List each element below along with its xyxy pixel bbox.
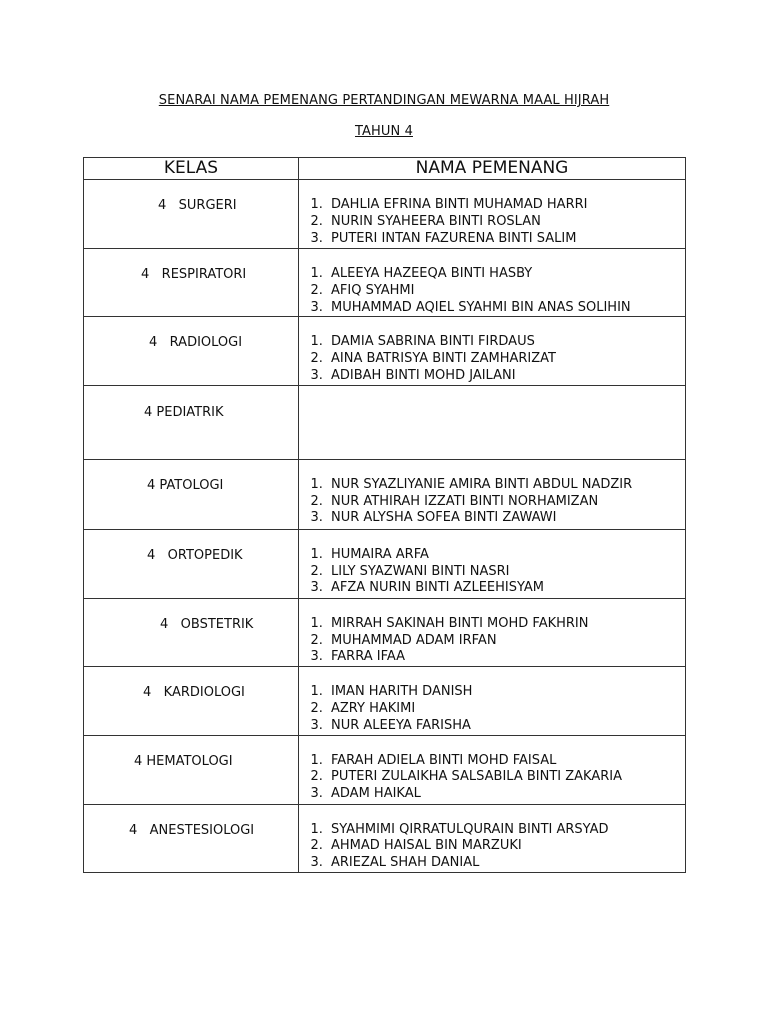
kelas-cell xyxy=(84,385,299,459)
table-row xyxy=(84,598,686,666)
winner-name: 2. NUR ATHIRAH IZZATI BINTI NORHAMIZAN xyxy=(327,494,685,511)
kelas-label: 4 ORTOPEDIK xyxy=(147,547,243,563)
winner-list xyxy=(299,616,685,666)
table-row xyxy=(84,249,686,317)
kelas-cell xyxy=(84,317,299,385)
kelas-cell xyxy=(84,529,299,598)
kelas-cell xyxy=(84,598,299,666)
winner-name: 2. PUTERI ZULAIKHA SALSABILA BINTI ZAKARIA xyxy=(327,769,685,786)
winner-name: 1. HUMAIRA ARFA xyxy=(327,547,685,564)
table-header-row xyxy=(84,158,686,180)
winner-name: 2. MUHAMMAD ADAM IRFAN xyxy=(327,633,685,650)
winner-name: 2. NURIN SYAHEERA BINTI ROSLAN xyxy=(327,214,685,231)
winner-name: 2. AZRY HAKIMI xyxy=(327,701,685,718)
kelas-cell xyxy=(84,459,299,529)
winner-list xyxy=(299,266,685,316)
winner-name: 1. FARAH ADIELA BINTI MOHD FAISAL xyxy=(327,753,685,770)
header-kelas: KELAS xyxy=(84,158,299,180)
table-row xyxy=(84,385,686,459)
winners-cell xyxy=(299,385,686,459)
winner-name: 1. DAMIA SABRINA BINTI FIRDAUS xyxy=(327,334,685,351)
winner-name: 1. MIRRAH SAKINAH BINTI MOHD FAKHRIN xyxy=(327,616,685,633)
kelas-label: 4 RADIOLOGI xyxy=(149,335,243,351)
winner-name: 3. PUTERI INTAN FAZURENA BINTI SALIM xyxy=(327,231,685,248)
kelas-label: 4 RESPIRATORI xyxy=(141,267,247,282)
table-row xyxy=(84,317,686,385)
winner-name: 2. AINA BATRISYA BINTI ZAMHARIZAT xyxy=(327,351,685,368)
winners-cell xyxy=(299,667,686,735)
winner-list xyxy=(299,334,685,384)
document-subtitle: TAHUN 4 xyxy=(355,124,413,139)
kelas-label: 4 SURGERI xyxy=(158,198,237,213)
winner-list xyxy=(299,477,685,527)
kelas-label: 4 OBSTETRIK xyxy=(160,616,254,632)
kelas-cell xyxy=(84,667,299,735)
winner-name: 3. ADIBAH BINTI MOHD JAILANI xyxy=(327,368,685,385)
table-row xyxy=(84,804,686,872)
winner-name: 3. NUR ALEEYA FARISHA xyxy=(327,718,685,735)
table-row xyxy=(84,180,686,249)
winner-name: 3. ARIEZAL SHAH DANIAL xyxy=(327,855,685,872)
winners-cell xyxy=(299,804,686,872)
winners-cell xyxy=(299,735,686,804)
winners-cell xyxy=(299,180,686,249)
table-row xyxy=(84,667,686,735)
kelas-label: 4 PEDIATRIK xyxy=(144,404,224,420)
kelas-cell xyxy=(84,804,299,872)
kelas-label: 4 PATOLOGI xyxy=(147,477,224,493)
winner-name: 1. IMAN HARITH DANISH xyxy=(327,684,685,701)
winner-list xyxy=(299,197,685,247)
winner-name: 1. NUR SYAZLIYANIE AMIRA BINTI ABDUL NADZIR xyxy=(327,477,685,494)
winner-name: 3. NUR ALYSHA SOFEA BINTI ZAWAWI xyxy=(327,510,685,527)
kelas-label: 4 HEMATOLOGI xyxy=(134,753,233,769)
winner-name: 2. AFIQ SYAHMI xyxy=(327,283,685,300)
winner-list xyxy=(299,822,685,872)
kelas-cell xyxy=(84,249,299,317)
table-row xyxy=(84,735,686,804)
winners-cell xyxy=(299,598,686,666)
winners-table xyxy=(83,157,686,873)
document-title: SENARAI NAMA PEMENANG PERTANDINGAN MEWARNA MAAL HIJRAH xyxy=(158,93,610,108)
header-nama-pemenang: NAMA PEMENANG xyxy=(299,158,686,180)
table-row xyxy=(84,459,686,529)
winners-cell xyxy=(299,529,686,598)
winner-name: 2. AHMAD HAISAL BIN MARZUKI xyxy=(327,838,685,855)
winners-cell xyxy=(299,249,686,317)
kelas-label: 4 KARDIOLOGI xyxy=(143,685,245,701)
winner-name: 2. LILY SYAZWANI BINTI NASRI xyxy=(327,564,685,581)
winner-name: 3. FARRA IFAA xyxy=(327,649,685,666)
winner-name: 3. MUHAMMAD AQIEL SYAHMI BIN ANAS SOLIHIN xyxy=(327,300,685,317)
winners-cell xyxy=(299,459,686,529)
winner-list xyxy=(299,684,685,734)
winners-cell xyxy=(299,317,686,385)
winner-name: 3. ADAM HAIKAL xyxy=(327,786,685,803)
winner-name: 1. ALEEYA HAZEEQA BINTI HASBY xyxy=(327,266,685,283)
winner-name: 3. AFZA NURIN BINTI AZLEEHISYAM xyxy=(327,580,685,597)
kelas-cell xyxy=(84,735,299,804)
winner-list xyxy=(299,547,685,597)
winner-list xyxy=(299,753,685,803)
table-row xyxy=(84,529,686,598)
kelas-cell xyxy=(84,180,299,249)
table-body xyxy=(84,180,686,873)
winner-name: 1. DAHLIA EFRINA BINTI MUHAMAD HARRI xyxy=(327,197,685,214)
winner-name: 1. SYAHMIMI QIRRATULQURAIN BINTI ARSYAD xyxy=(327,822,685,839)
kelas-label: 4 ANESTESIOLOGI xyxy=(129,822,255,838)
